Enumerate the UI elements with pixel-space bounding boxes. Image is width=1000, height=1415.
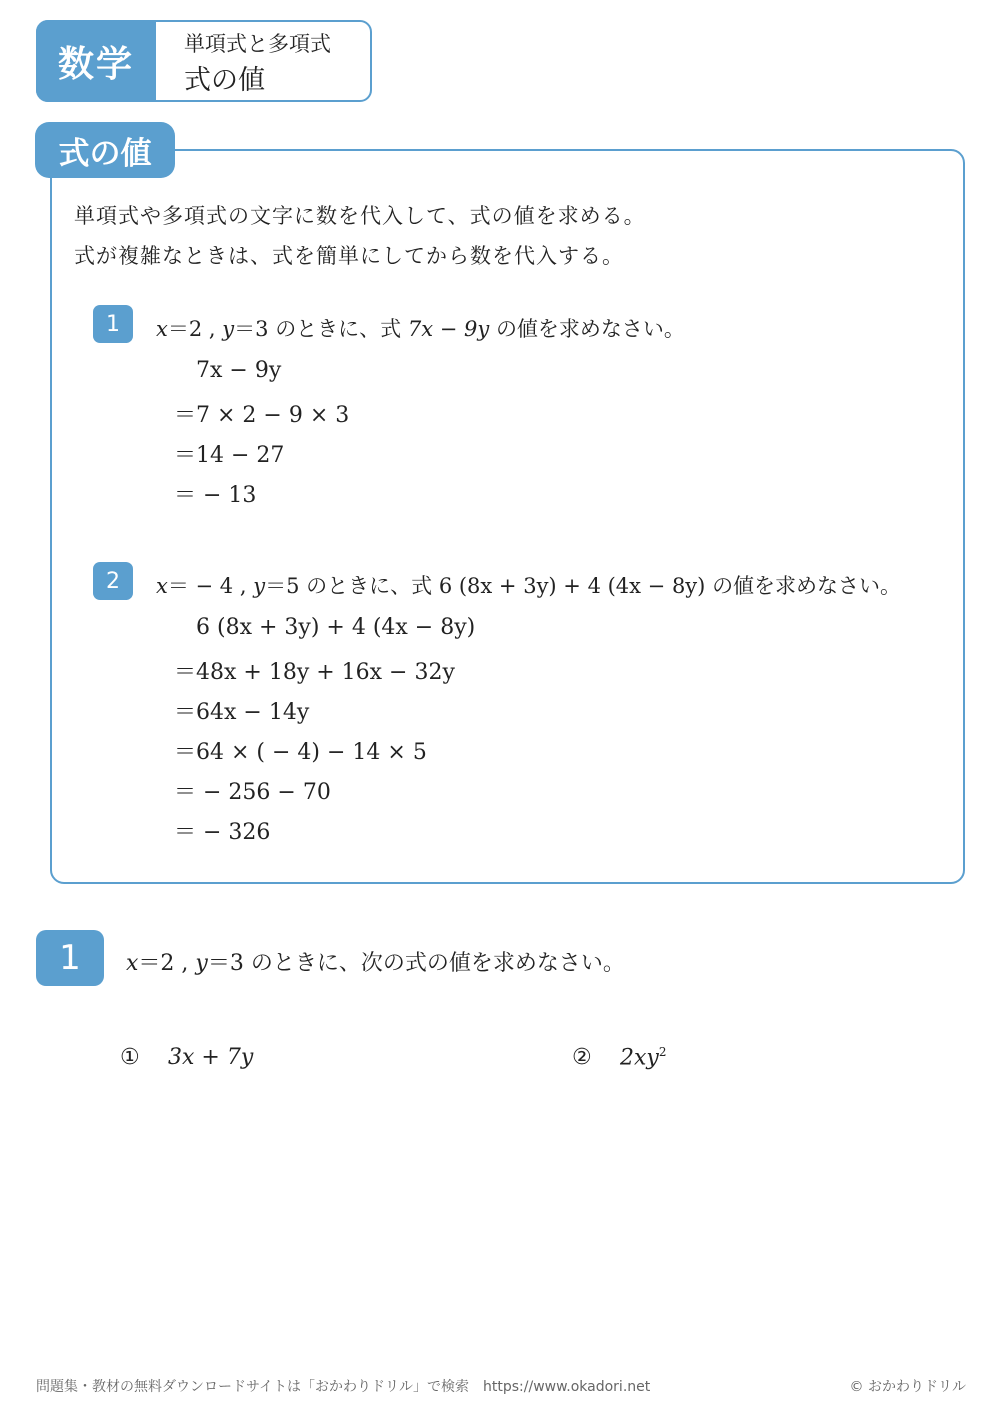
subject-label: 数学 bbox=[36, 20, 156, 102]
unit-label: 単項式と多項式 bbox=[184, 32, 331, 56]
example-2-badge: 2 bbox=[93, 562, 133, 600]
example-2-step: ＝ − 326 bbox=[174, 820, 271, 845]
example-1-step: ＝14 − 27 bbox=[174, 443, 285, 468]
example-2-step: ＝48x + 18y + 16x − 32y bbox=[174, 660, 455, 685]
footer-download-note: 問題集・教材の無料ダウンロードサイトは「おかわりドリル」で検索 https://www.okadori.net bbox=[36, 1379, 651, 1395]
exercise-1-badge: 1 bbox=[36, 930, 104, 986]
intro-line-2: 式が複雑なときは、式を簡単にしてから数を代入する。 bbox=[74, 244, 624, 268]
example-2-step: ＝ − 256 − 70 bbox=[174, 780, 331, 805]
intro-line-1: 単項式や多項式の文字に数を代入して、式の値を求める。 bbox=[74, 204, 646, 228]
topic-label: 式の値 bbox=[184, 65, 265, 96]
example-1-step: ＝7 × 2 − 9 × 3 bbox=[174, 403, 350, 428]
example-1-step: ＝ − 13 bbox=[174, 483, 257, 508]
lesson-title: 式の値 bbox=[35, 122, 175, 178]
example-2-step: ＝64x − 14y bbox=[174, 700, 310, 725]
exercise-1-question: x＝2 , y＝3 のときに、次の式の値を求めなさい。 bbox=[126, 951, 625, 976]
example-2-step: 6 (8x + 3y) + 4 (4x − 8y) bbox=[196, 615, 476, 640]
example-1-question: x＝2 , y＝3 のときに、式 7x − 9y の値を求めなさい。 bbox=[156, 317, 685, 341]
example-1-badge: 1 bbox=[93, 305, 133, 343]
example-2-question: x＝ − 4 , y＝5 のときに、式 6 (8x + 3y) + 4 (4x − 8y) の値を求めなさい。 bbox=[156, 574, 902, 598]
example-1-step: 7x − 9y bbox=[196, 358, 282, 383]
footer-copyright: © おかわりドリル bbox=[849, 1379, 966, 1395]
exercise-item-2: ② $2xy^2$ bbox=[572, 1045, 667, 1071]
exercise-item-1: ① 3x + 7y bbox=[120, 1045, 254, 1070]
example-2-step: ＝64 × ( − 4) − 14 × 5 bbox=[174, 740, 427, 765]
